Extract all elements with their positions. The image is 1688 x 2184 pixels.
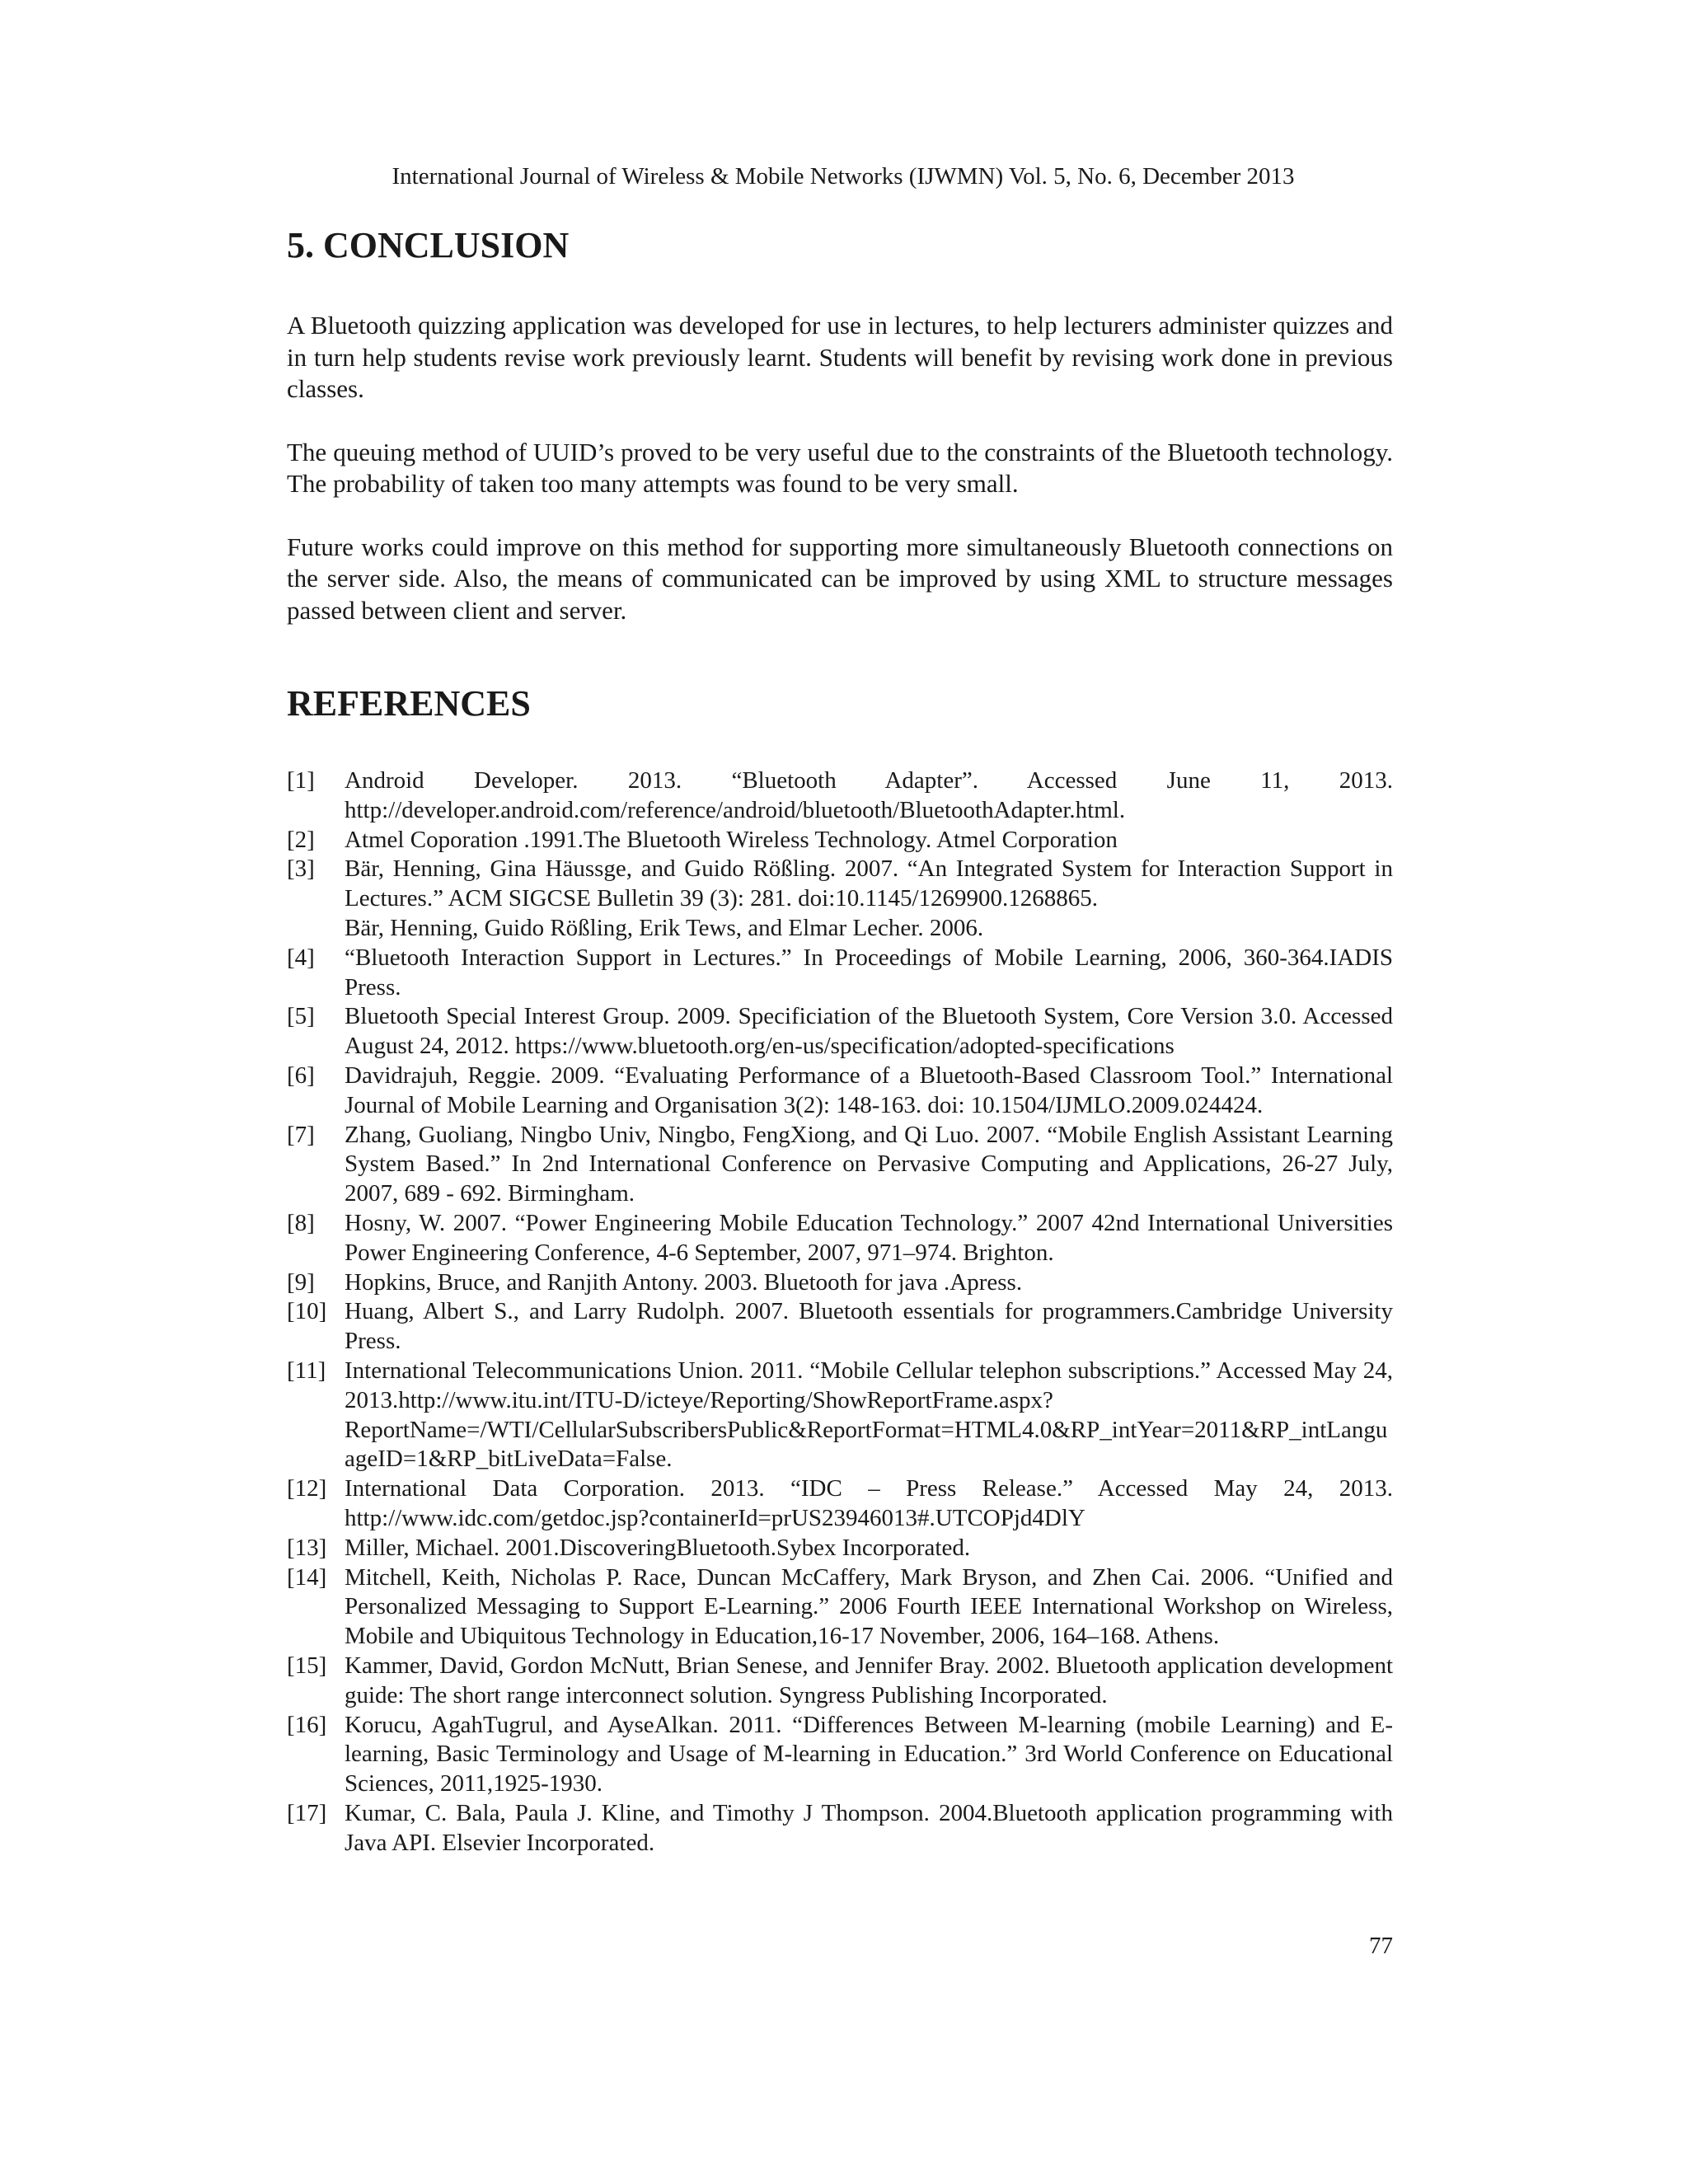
reference-item-13 [287,1534,1393,1563]
reference-text: Hopkins, Bruce, and Ranjith Antony. 2003. Bluetooth for java .Apress. [345,1268,1023,1296]
reference-item-7 [287,1121,1393,1209]
reference-item-10 [287,1297,1393,1357]
reference-item-6 [287,1062,1393,1121]
reference-item-16 [287,1711,1393,1799]
reference-item-3-continued [287,914,1393,944]
reference-number: [17] [287,1799,327,1826]
running-header: International Journal of Wireless & Mobile Networks (IJWMN) Vol. 5, No. 6, December 2013 [392,163,1295,190]
reference-list [287,766,1393,1858]
reference-number: [9] [287,1268,315,1296]
reference-text: Korucu, AgahTugrul, and AyseAlkan. 2011. “Differences Between M-learning (mobile Learning) and E-learning, Basic Terminology and Usage of M-learning in Education.” 3rd World Conference on Educational Sciences, 2011,1925-1930. [345,1711,1393,1797]
references-heading: REFERENCES [287,683,531,724]
reference-number: [16] [287,1711,327,1738]
reference-number: [4] [287,944,315,971]
reference-text: International Data Corporation. 2013. “IDC – Press Release.” Accessed May 24, 2013. http://www.idc.com/getdoc.jsp?containerId=prUS23946013#.UTCOPjd4DlY [345,1475,1393,1531]
reference-number: [15] [287,1652,327,1679]
reference-text: Kammer, David, Gordon McNutt, Brian Senese, and Jennifer Bray. 2002. Bluetooth application development guide: The short range interconnect solution. Syngress Publishing Incorporated. [345,1652,1393,1708]
reference-text: Huang, Albert S., and Larry Rudolph. 2007. Bluetooth essentials for programmers.Cambridge University Press. [345,1298,1393,1355]
reference-text: Bär, Henning, Gina Häussge, and Guido Rößling. 2007. “An Integrated System for Interaction Support in Lectures.” ACM SIGCSE Bulletin 39 (3): 281. doi:10.1145/1269900.1268865. [345,855,1393,912]
reference-text: International Telecommunications Union. 2011. “Mobile Cellular telephon subscriptions.” Accessed May 24, 2013.http://www.itu.int/ITU-D/icteye/Reporting/ShowReportFrame.aspx?ReportName=/WTI/CellularSubscribersPublic&ReportFormat=HTML4.0&RP_intYear=2011&RP_intLanguageID=1&RP_bitLiveData=False. [345,1357,1393,1473]
reference-number: [2] [287,826,315,853]
reference-number: [14] [287,1563,327,1591]
reference-text: Atmel Coporation .1991.The Bluetooth Wireless Technology. Atmel Corporation [345,826,1118,853]
reference-number: [10] [287,1298,327,1325]
reference-item-5 [287,1002,1393,1062]
reference-number: [3] [287,855,315,883]
reference-text: Bluetooth Special Interest Group. 2009. Specificiation of the Bluetooth System, Core Version 3.0. Accessed August 24, 2012. https://www.bluetooth.org/en-us/specification/adopted-specifications [345,1003,1393,1060]
reference-text: Miller, Michael. 2001.DiscoveringBluetooth.Sybex Incorporated. [345,1534,971,1561]
reference-item-3 [287,855,1393,914]
conclusion-paragraph-3: Future works could improve on this method for supporting more simultaneously Bluetooth connections on the server side. Also, the means of communicated can be improved by using XML to structure messages passed between client and server. [287,532,1393,625]
reference-text: “Bluetooth Interaction Support in Lectures.” In Proceedings of Mobile Learning, 2006, 360-364.IADIS Press. [345,944,1393,1001]
conclusion-paragraph-2: The queuing method of UUID’s proved to be very useful due to the constraints of the Bluetooth technology. The probability of taken too many attempts was found to be very small. [287,437,1393,498]
reference-number: [1] [287,767,315,794]
conclusion-paragraph-1: A Bluetooth quizzing application was developed for use in lectures, to help lecturers administer quizzes and in turn help students revise work previously learnt. Students will benefit by revising work done in previous classes. [287,311,1393,403]
page-number: 77 [1369,1933,1393,1959]
reference-item-11 [287,1357,1393,1474]
reference-text: Hosny, W. 2007. “Power Engineering Mobile Education Technology.” 2007 42nd International Universities Power Engineering Conference, 4-6 September, 2007, 971–974. Brighton. [345,1209,1393,1266]
reference-item-4 [287,944,1393,1003]
reference-item-9 [287,1268,1393,1298]
reference-item-12 [287,1474,1393,1534]
reference-number: [12] [287,1475,327,1502]
reference-number [287,914,345,944]
reference-text: Mitchell, Keith, Nicholas P. Race, Duncan McCaffery, Mark Bryson, and Zhen Cai. 2006. “Unified and Personalized Messaging to Support E-Learning.” 2006 Fourth IEEE International Workshop on Wireless, Mobile and Ubiquitous Technology in Education,16-17 November, 2006, 164–168. Athens. [345,1563,1393,1650]
reference-number: [6] [287,1062,315,1089]
reference-item-15 [287,1652,1393,1711]
reference-item-2 [287,826,1393,855]
reference-item-1 [287,766,1393,826]
reference-number: [11] [287,1357,326,1384]
reference-number: [13] [287,1534,327,1561]
reference-text: Android Developer. 2013. “Bluetooth Adapter”. Accessed June 11, 2013. http://developer.android.com/reference/android/bluetooth/BluetoothAdapter.html. [345,767,1393,823]
conclusion-heading: 5. CONCLUSION [287,225,570,265]
reference-item-14 [287,1563,1393,1652]
reference-text: Zhang, Guoliang, Ningbo Univ, Ningbo, FengXiong, and Qi Luo. 2007. “Mobile English Assistant Learning System Based.” In 2nd International Conference on Pervasive Computing and Applications, 26-27 July, 2007, 689 - 692. Birmingham. [345,1121,1393,1207]
reference-text: Kumar, C. Bala, Paula J. Kline, and Timothy J Thompson. 2004.Bluetooth application programming with Java API. Elsevier Incorporated. [345,1799,1393,1856]
reference-item-17 [287,1799,1393,1858]
reference-item-8 [287,1209,1393,1268]
reference-text: Davidrajuh, Reggie. 2009. “Evaluating Performance of a Bluetooth-Based Classroom Tool.” International Journal of Mobile Learning and Organisation 3(2): 148-163. doi: 10.1504/IJMLO.2009.024424. [345,1062,1393,1118]
page-content [287,223,1393,1858]
reference-text: Bär, Henning, Guido Rößling, Erik Tews, and Elmar Lecher. 2006. [345,914,984,941]
reference-number: [8] [287,1209,315,1236]
reference-number: [7] [287,1121,315,1148]
reference-number: [5] [287,1003,315,1030]
